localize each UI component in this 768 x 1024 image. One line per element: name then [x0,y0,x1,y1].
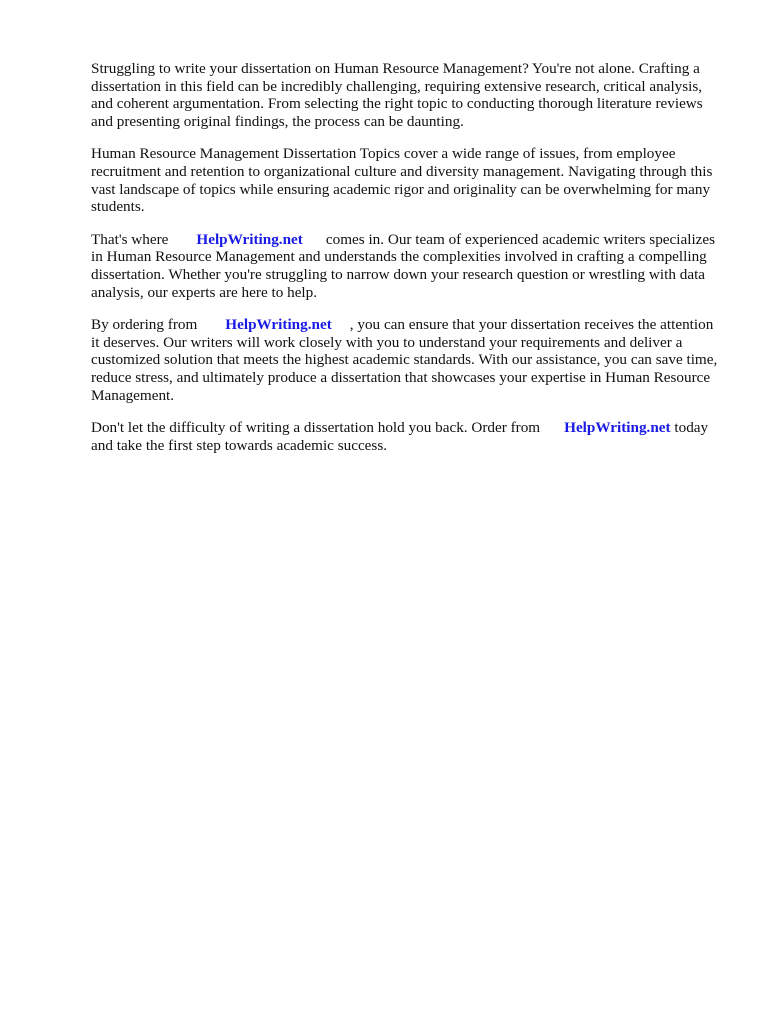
paragraph-text: By ordering from [91,316,198,334]
paragraph-text: , you can ensure that your dissertation receives the attention it deserves. Our writers will work closely with you to understand your requirements and deliver a customized solution that meets the highest academic standards. With our assistance, you can save time, reduce stress, and ultimately produce a dissertation that showcases your expertise in Human Resource Management. [91,316,718,404]
helpwriting-link[interactable]: HelpWriting.net [225,316,332,334]
helpwriting-link[interactable]: HelpWriting.net [564,419,671,437]
paragraph-text: That's where [91,230,169,248]
paragraph-text: today and take the first step towards academic success. [91,419,709,454]
paragraph-text: comes in. Our team of experienced academic writers specializes in Human Resource Management and understands the complexities involved in crafting a compelling dissertation. Whether you're struggling to narrow down your research question or wrestling with data analysis, our experts are here to help. [91,230,716,301]
paragraph-topics: Human Resource Management Dissertation Topics cover a wide range of issues, from employee recruitment and retention to organizational culture and diversity management. Navigating through this vast landscape of topics while ensuring academic rigor and originality can be overwhelming for many students. [91,145,713,216]
paragraph-thats-where [91,231,721,301]
paragraph-text: Don't let the difficulty of writing a dissertation hold you back. Order from [91,419,541,437]
helpwriting-link[interactable]: HelpWriting.net [196,230,303,248]
paragraph-ordering [91,316,721,404]
document-page [91,60,721,469]
paragraph-cta [91,419,721,454]
paragraph-intro: Struggling to write your dissertation on Human Resource Management? You're not alone. Crafting a dissertation in this field can be incredibly challenging, requiring extensive research, critical analysis, and coherent argumentation. From selecting the right topic to conducting thorough literature reviews and presenting original findings, the process can be daunting. [91,60,703,130]
